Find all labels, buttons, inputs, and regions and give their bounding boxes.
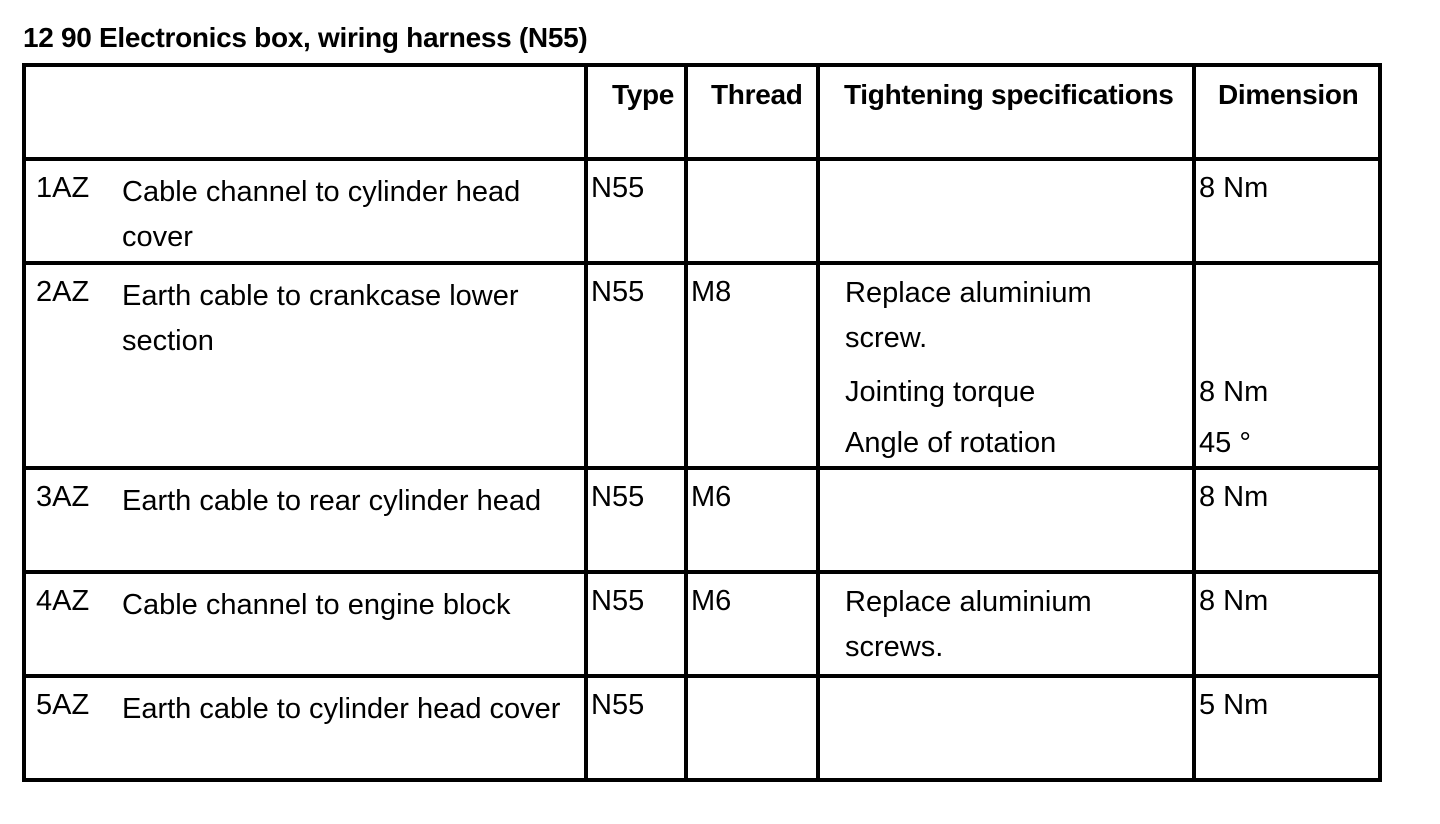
item-description: Cable channel to engine block [122, 589, 511, 621]
item-cell [24, 263, 586, 468]
torque-spec-table [22, 63, 1382, 782]
tightening-cell [818, 572, 1194, 676]
table-row [24, 159, 1380, 263]
type-cell: N55 [586, 572, 686, 676]
spec-value: 5 Nm [1199, 689, 1269, 721]
header-thread: Thread [686, 65, 818, 159]
thread-cell [686, 159, 818, 263]
item-code: 2AZ [36, 276, 90, 308]
tightening-cell [818, 263, 1194, 468]
item-description: Earth cable to cylinder head cover [122, 693, 561, 725]
item-code: 3AZ [36, 481, 90, 513]
thread-cell: M6 [686, 468, 818, 572]
type-cell: N55 [586, 263, 686, 468]
spec-text: Replace aluminium screw. [845, 277, 1092, 354]
item-description: Earth cable to rear cylinder head [122, 485, 542, 517]
spec-value: 8 Nm [1199, 376, 1269, 408]
type-cell: N55 [586, 468, 686, 572]
type-cell: N55 [586, 676, 686, 780]
item-description: Cable channel to cylinder head cover [122, 176, 521, 253]
thread-cell: M8 [686, 263, 818, 468]
spec-text: Angle of rotation [845, 427, 1057, 459]
header-type: Type [586, 65, 686, 159]
item-cell [24, 159, 586, 263]
dimension-cell [1194, 159, 1380, 263]
spec-text: Jointing torque [845, 376, 1036, 408]
spec-text: Replace aluminium screws. [845, 586, 1092, 663]
table-row [24, 676, 1380, 780]
dimension-cell [1194, 676, 1380, 780]
item-cell [24, 468, 586, 572]
item-code: 5AZ [36, 689, 90, 721]
header-description [24, 65, 586, 159]
type-cell: N55 [586, 159, 686, 263]
thread-cell [686, 676, 818, 780]
spec-value: 8 Nm [1199, 481, 1269, 513]
item-code: 1AZ [36, 172, 90, 204]
spec-value: 8 Nm [1199, 172, 1269, 204]
table-header-row [24, 65, 1380, 159]
item-cell [24, 676, 586, 780]
item-code: 4AZ [36, 585, 90, 617]
spec-value: 8 Nm [1199, 585, 1269, 617]
page-title: 12 90 Electronics box, wiring harness (N55) [23, 22, 588, 53]
table-row [24, 263, 1380, 468]
dimension-cell [1194, 263, 1380, 468]
dimension-cell [1194, 572, 1380, 676]
dimension-cell [1194, 468, 1380, 572]
tightening-cell [818, 159, 1194, 263]
spec-value: 45 ° [1199, 427, 1251, 459]
header-dimension: Dimension [1194, 65, 1380, 159]
tightening-cell [818, 468, 1194, 572]
spec-value [1196, 271, 1378, 361]
tightening-cell [818, 676, 1194, 780]
thread-cell: M6 [686, 572, 818, 676]
item-description: Earth cable to crankcase lower section [122, 280, 519, 357]
table-row [24, 572, 1380, 676]
header-tightening-specifications: Tightening specifications [818, 65, 1194, 159]
table-row [24, 468, 1380, 572]
item-cell [24, 572, 586, 676]
